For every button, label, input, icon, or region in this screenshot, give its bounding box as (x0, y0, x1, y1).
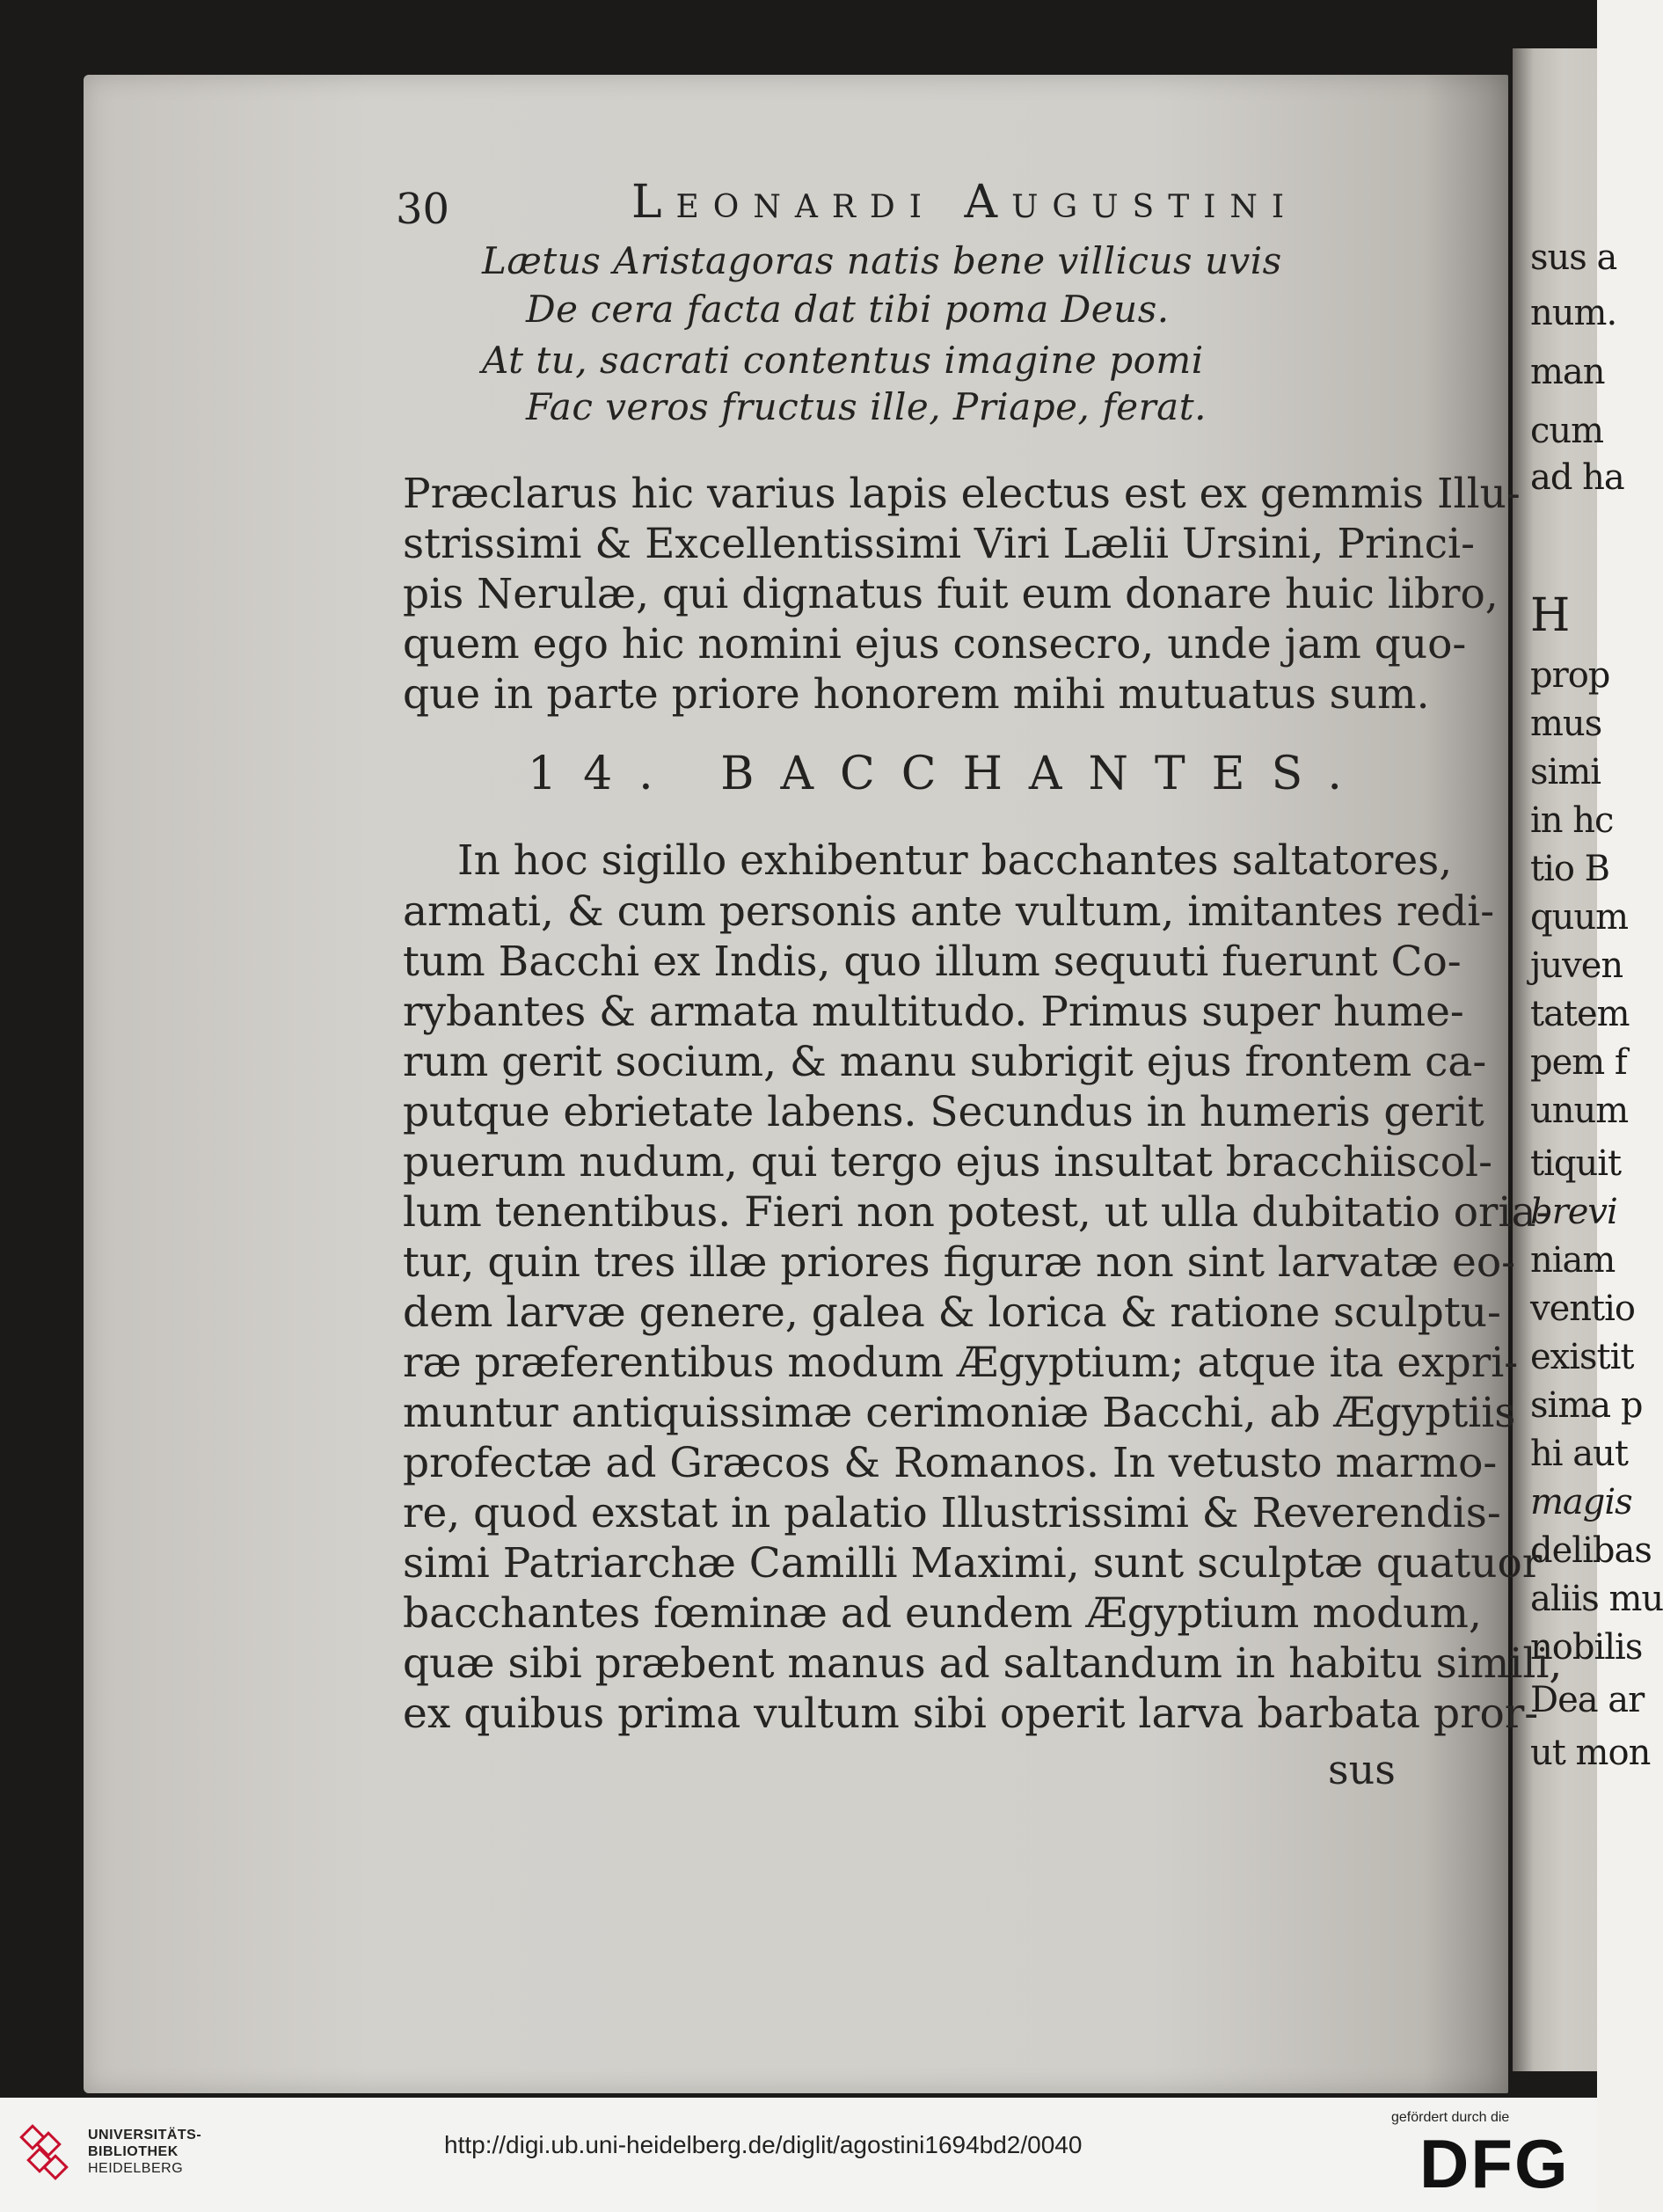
institution-name-line: UNIVERSITÄTS- (88, 2128, 202, 2143)
dfg-logo-icon (1419, 2125, 1578, 2202)
running-head: Leonardi Augustini (631, 176, 1299, 229)
facing-page-fragment: existit (1530, 1337, 1634, 1377)
facing-page-fragment: cum (1530, 411, 1604, 451)
paragraph-line: simi Patriarchæ Camilli Maximi, sunt sculptæ quatuor (403, 1539, 1543, 1588)
facing-page-edge (1513, 48, 1663, 2071)
facing-page-fragment: num. (1530, 293, 1617, 333)
paragraph-line: re, quod exstat in palatio Illustrissimi & Reverendis- (403, 1489, 1501, 1537)
paragraph-line: rybantes & armata multitudo. Primus super hume- (403, 988, 1464, 1036)
facing-page-fragment: magis (1530, 1482, 1632, 1522)
paragraph-line: ræ præferentibus modum Ægyptium; atque ita expri- (403, 1339, 1519, 1387)
page-number: 30 (396, 185, 450, 234)
paragraph-line: rum gerit socium, & manu subrigit ejus frontem ca- (403, 1038, 1487, 1086)
verse-line: Fac veros fructus ille, Priape, ferat. (526, 385, 1207, 428)
verse-line: At tu, sacrati contentus imagine pomi (482, 339, 1204, 382)
paragraph-line: In hoc sigillo exhibentur bacchantes saltatores, (457, 836, 1453, 885)
university-logo-icon (19, 2124, 79, 2184)
facing-page-fragment: delibas (1530, 1530, 1652, 1571)
facing-page-fragment: hi aut (1530, 1434, 1628, 1474)
paragraph-line: strissimi & Excellentissimi Viri Lælii Ursini, Princi- (403, 520, 1475, 568)
funded-by-label: gefördert durch die (1391, 2110, 1510, 2125)
facing-page-fragment: prop (1530, 655, 1610, 696)
dfg-logo-text: DFG (1419, 2125, 1570, 2202)
facing-page-fragment: unum (1530, 1091, 1629, 1131)
facing-page-fragment: ventio (1530, 1289, 1635, 1329)
facing-page-fragment: sus a (1530, 237, 1617, 278)
verse-line: De cera facta dat tibi poma Deus. (526, 288, 1170, 331)
facing-page-fragment: ad ha (1530, 457, 1624, 498)
permalink-url[interactable]: http://digi.ub.uni-heidelberg.de/diglit/agostini1694bd2/0040 (444, 2131, 1083, 2158)
facing-page-fragment: tio B (1530, 849, 1610, 889)
verse-line: Lætus Aristagoras natis bene villicus uvis (482, 239, 1282, 282)
facing-page-fragment: ut mon (1530, 1733, 1651, 1773)
paragraph-line: puerum nudum, qui tergo ejus insultat bracchiiscol- (403, 1138, 1492, 1186)
facing-page-fragment: in hc (1530, 800, 1614, 841)
facing-page-fragment: simi (1530, 752, 1601, 792)
paragraph-line: putque ebrietate labens. Secundus in humeris gerit (403, 1088, 1484, 1136)
catchword: sus (1328, 1746, 1396, 1793)
paragraph-line: bacchantes fœminæ ad eundem Ægyptium modum, (403, 1589, 1482, 1638)
paragraph-line: que in parte priore honorem mihi mutuatus sum. (403, 670, 1430, 719)
paragraph-line: tum Bacchi ex Indis, quo illum sequuti fuerunt Co- (403, 938, 1462, 986)
paragraph-line: muntur antiquissimæ cerimoniæ Bacchi, ab Ægyptiis (403, 1389, 1516, 1437)
viewer-footer (0, 2098, 1597, 2212)
facing-page-fragment: niam (1530, 1240, 1616, 1281)
facing-page-fragment: nobilis (1530, 1627, 1643, 1668)
paragraph-line: quæ sibi præbent manus ad saltandum in habitu simili, (403, 1639, 1563, 1688)
paragraph-line: armati, & cum personis ante vultum, imitantes redi- (403, 887, 1495, 936)
facing-page-fragment: sima p (1530, 1385, 1643, 1426)
facing-page-fragment: pem f (1530, 1042, 1627, 1083)
paragraph-line: quem ego hic nomini ejus consecro, unde jam quo- (403, 620, 1467, 668)
facing-page-fragment: tatem (1530, 994, 1630, 1034)
facing-page-fragment: Dea ar (1530, 1680, 1645, 1720)
institution-name-line: BIBLIOTHEK (88, 2144, 179, 2159)
section-heading: 14. BACCHANTES. (528, 748, 1368, 800)
paragraph-line: pis Nerulæ, qui dignatus fuit eum donare huic libro, (403, 570, 1499, 618)
facing-page-fragment: man (1530, 352, 1605, 392)
facing-page-fragment: H (1530, 589, 1570, 642)
facing-page-fragment: mus (1530, 704, 1602, 744)
facing-page-fragment: juven (1530, 945, 1623, 986)
paragraph-line: tur, quin tres illæ priores figuræ non sint larvatæ eo- (403, 1238, 1516, 1287)
facing-page-fragment: aliis mu (1530, 1579, 1663, 1619)
paragraph-line: profectæ ad Græcos & Romanos. In vetusto marmo- (403, 1439, 1498, 1487)
paragraph-line: ex quibus prima vultum sibi operit larva barbata pror- (403, 1690, 1539, 1738)
facing-page-fragment: quum (1530, 897, 1629, 938)
facing-page-fragment: brevi (1530, 1192, 1617, 1232)
paragraph-line: lum tenentibus. Fieri non potest, ut ulla dubitatio oria- (403, 1188, 1550, 1237)
institution-name-line: HEIDELBERG (88, 2161, 184, 2176)
paragraph-line: dem larvæ genere, galea & lorica & ratione sculptu- (403, 1289, 1501, 1337)
facing-page-fragment: tiquit (1530, 1143, 1622, 1184)
paragraph-line: Præclarus hic varius lapis electus est ex gemmis Illu- (403, 470, 1521, 518)
